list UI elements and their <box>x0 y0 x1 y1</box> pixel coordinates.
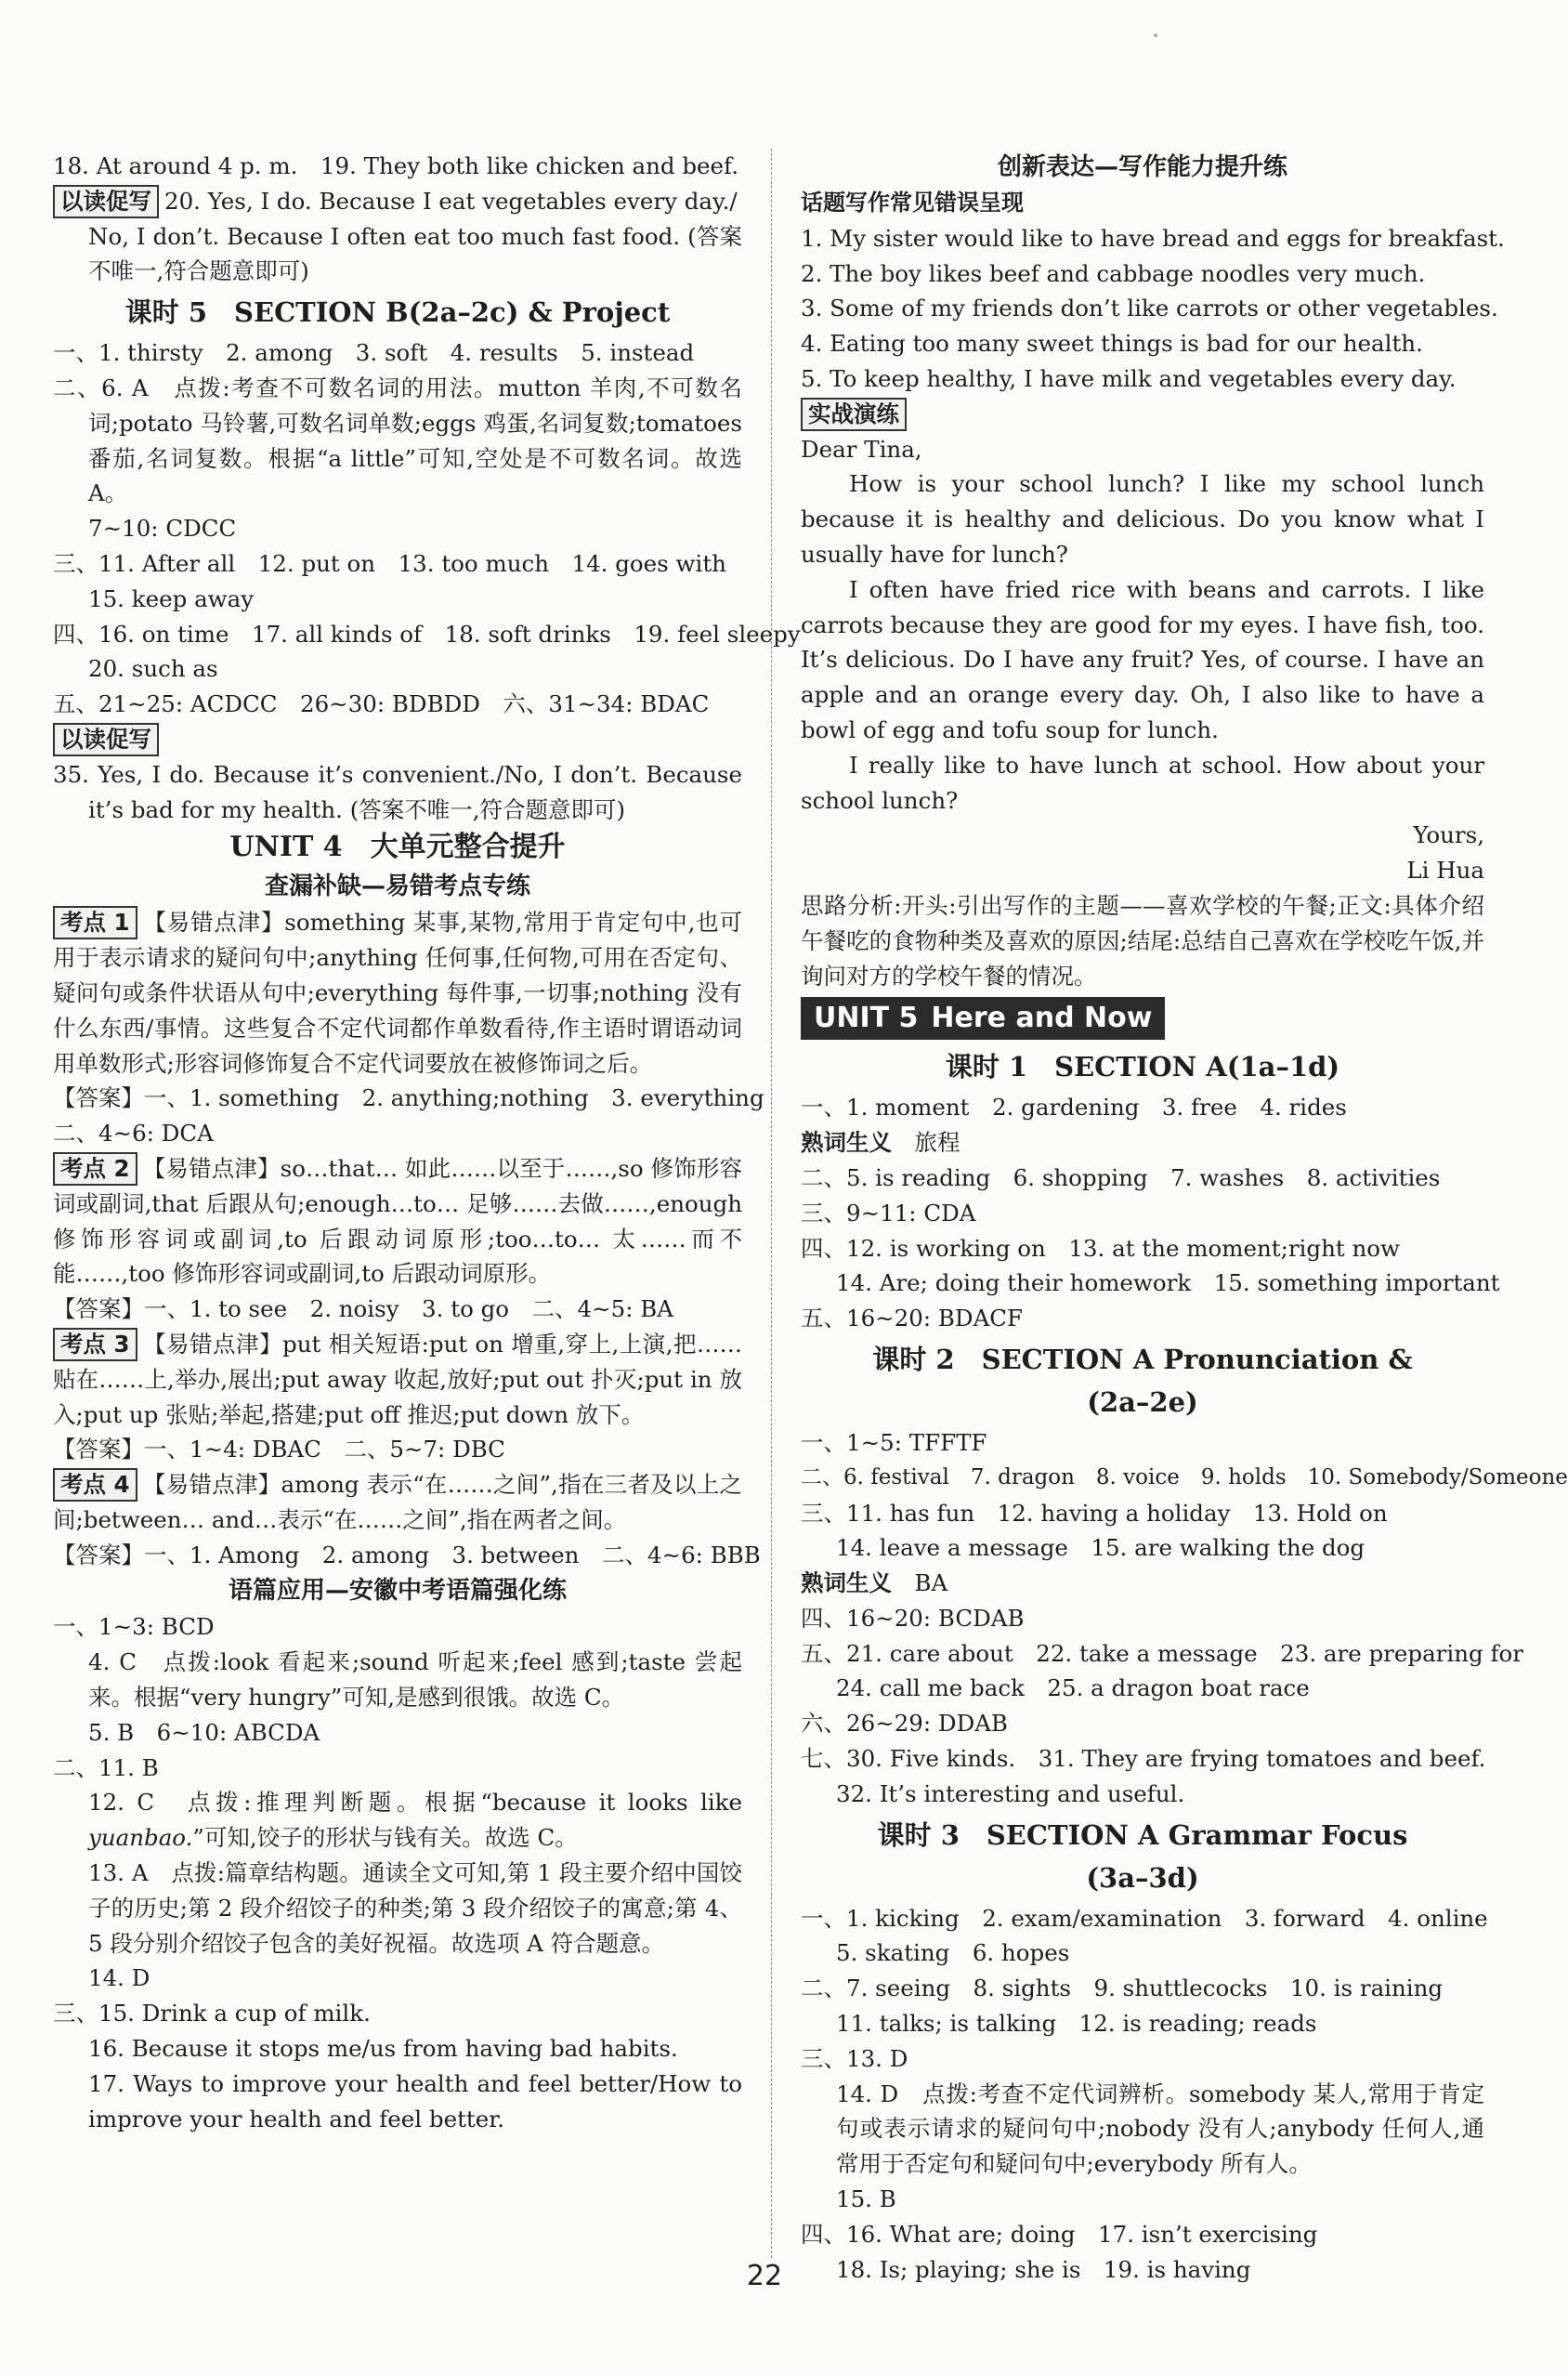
answer-line: 一、1. kicking 2. exam/examination 3. forward 4. online <box>801 1904 1488 1932</box>
answer-line: 14. D <box>88 1964 150 1992</box>
answer-line: 四、16. on time 17. all kinds of 18. soft drinks 19. feel sleepy <box>53 620 801 648</box>
answer-line <box>801 1566 1484 1601</box>
answer-line: 一、1~5: TFFTF <box>801 1428 987 1456</box>
unit-banner <box>801 993 1484 1043</box>
answer-line: 16. Because it stops me/us from having bad habits. <box>88 2035 678 2063</box>
subsection-heading: 话题写作常见错误呈现 <box>801 190 1024 216</box>
answer-line: 14. Are; doing their homework 15. something important <box>836 1269 1500 1297</box>
page-number: 22 <box>746 2260 783 2292</box>
answer-line: 三、11. has fun 12. having a holiday 13. Hold on <box>801 1499 1388 1527</box>
key-point-label: 考点 4 <box>53 1468 137 1502</box>
answer-line: 一、1. thirsty 2. among 3. soft 4. results 5. instead <box>53 339 695 367</box>
section-heading: 语篇应用—安徽中考语篇强化练 <box>228 1577 567 1606</box>
answer-line: 二、6. festival 7. dragon 8. voice 9. holds 10. Somebody/Someone <box>801 1464 1568 1489</box>
key-point-label: 考点 3 <box>53 1328 137 1361</box>
lesson-heading: 课时 3 SECTION A Grammar Focus <box>877 1818 1408 1851</box>
answer-line: 五、16~20: BDACF <box>801 1305 1024 1332</box>
analysis-text: 思路分析:开头:引出写作的主题——喜欢学校的午餐;正文:具体介绍午餐吃的食物种类及喜欢的原因;结尾:总结自己喜欢在学校吃午饭,并询问对方的学校午餐的情况。 <box>801 891 1484 990</box>
answer-line: 17. Ways to improve your health and feel better/How to improve your health and feel better. <box>88 2069 742 2132</box>
answer-text: 12. C 点拨:推理判断题。根据“because it looks like <box>88 1789 742 1817</box>
answer-line: 【答案】一、1. something 2. anything;nothing 3. everything <box>53 1084 764 1112</box>
answer-line: 二、6. A 点拨:考查不可数名词的用法。mutton 羊肉,不可数名词;potato 马铃薯,可数名词单数;eggs 鸡蛋,名词复数;tomatoes 番茄,名词复数。根据“a little”可知,空处是不可数名词。故选 A。 <box>53 374 742 507</box>
right-column <box>801 149 1568 2287</box>
lesson-heading-cont: (3a–3d) <box>1086 1861 1199 1894</box>
scan-speck <box>1154 33 1157 37</box>
answer-line: 二、5. is reading 6. shopping 7. washes 8. activities <box>801 1163 1441 1191</box>
answer-line: 二、11. B <box>53 1753 159 1781</box>
read-to-write-label: 以读促写 <box>53 723 159 756</box>
key-point <box>53 905 742 1081</box>
answer-line: 一、1. moment 2. gardening 3. free 4. rides <box>801 1094 1347 1122</box>
letter-greeting: Dear Tina, <box>801 435 922 463</box>
answer-line: 四、12. is working on 13. at the moment;right now <box>801 1234 1400 1262</box>
answer-line: 七、30. Five kinds. 31. They are frying tomatoes and beef. <box>801 1745 1486 1773</box>
answer-line: 14. leave a message 15. are walking the dog <box>836 1534 1365 1562</box>
lesson-heading: 课时 5 SECTION B(2a–2c) & Project <box>124 296 671 329</box>
unit-banner-subtitle: Here and Now <box>931 1002 1153 1035</box>
note-value: BA <box>914 1569 948 1597</box>
answer-line: 【答案】一、1~4: DBAC 二、5~7: DBC <box>53 1436 505 1463</box>
answer-line: 18. At around 4 p. m. 19. They both like chicken and beef. <box>53 152 739 179</box>
key-point-text: 【易错点津】so…that… 如此……以至于……,so 修饰形容词或副词,that 后跟从句;enough…to… 足够……去做……,enough 修饰形容词或副词,to 后跟动词原形;too…to… 太……而不能……,too 修饰形容词或副词,to 后跟动词原形。 <box>53 1154 742 1288</box>
left-column <box>53 149 801 2136</box>
key-point-text: 【易错点津】put 相关短语:put on 增重,穿上,上演,把……贴在……上,举办,展出;put away 收起,放好;put out 扑灭;put in 放入;put up 张贴;举起,搭建;put off 推迟;put down 放下。 <box>53 1330 742 1428</box>
lesson-heading: 课时 1 SECTION A(1a–1d) <box>945 1051 1340 1083</box>
letter-closing: Yours, <box>1413 821 1484 849</box>
answer-italic: yuanbao. <box>88 1824 193 1852</box>
answer-line: 四、16. What are; doing 17. isn’t exercising <box>801 2220 1318 2248</box>
answer-line: 一、1~3: BCD <box>53 1613 215 1641</box>
key-point <box>53 1327 742 1432</box>
answer-line: 1. My sister would like to have bread and eggs for breakfast. <box>801 224 1505 252</box>
answer-line: 20. such as <box>88 655 218 683</box>
unit-banner-box <box>801 997 1165 1040</box>
section-heading: 创新表达—写作能力提升练 <box>997 153 1287 181</box>
key-point-label: 考点 2 <box>53 1152 137 1186</box>
answer-line: 14. D 点拨:考查不定代词辨析。somebody 某人,常用于肯定句或表示请求的疑问句中;nobody 没有人;anybody 任何人,通常用于否定句和疑问句中;everybody 所有人。 <box>836 2080 1484 2178</box>
key-point-text: 【易错点津】something 某事,某物,常用于肯定句中,也可用于表示请求的疑问句中;anything 任何事,任何物,可用在否定句、疑问句或条件状语从句中;everything 每件事,一切事;nothing 没有什么东西/事情。这些复合不定代词都作单数看待,作主语时谓语动词用单数形式;形容词修饰复合不定代词要放在被修饰词之后。 <box>53 909 742 1077</box>
letter-paragraph: I often have fried rice with beans and carrots. I like carrots because they are good for my eyes. I have fish, too. It’s delicious. Do I have any fruit? Yes, of course. I have an apple and an orange every day. Oh, I also like to have a bowl of egg and tofu soup for lunch. <box>801 575 1484 743</box>
answer-text: ”可知,饺子的形状与钱有关。故选 C。 <box>192 1824 578 1852</box>
answer-line <box>801 1125 1484 1161</box>
note-tag: 熟词生义 <box>801 1569 892 1597</box>
read-to-write-label: 以读促写 <box>53 185 159 218</box>
practice-label: 实战演练 <box>801 398 907 431</box>
answer-line: 五、21. care about 22. take a message 23. are preparing for <box>801 1639 1524 1667</box>
answer-line: 4. Eating too many sweet things is bad for our health. <box>801 330 1423 358</box>
key-point-label: 考点 1 <box>53 906 137 939</box>
answer-line: 三、9~11: CDA <box>801 1199 976 1227</box>
answer-line: 24. call me back 25. a dragon boat race <box>836 1674 1310 1702</box>
section-heading: 查漏补缺—易错考点专练 <box>264 873 530 901</box>
key-point <box>53 1151 742 1292</box>
answer-line: 35. Yes, I do. Because it’s convenient./No, I don’t. Because it’s bad for my health. (答案不唯一,符合题意即可) <box>53 760 742 823</box>
answer-line: 3. Some of my friends don’t like carrots or other vegetables. <box>801 295 1498 322</box>
answer-line: 三、13. D <box>801 2044 908 2072</box>
answer-line: 六、26~29: DDAB <box>801 1710 1008 1738</box>
answer-line <box>53 722 742 757</box>
answer-line <box>53 1785 742 1856</box>
answer-line: 三、15. Drink a cup of milk. <box>53 2000 371 2027</box>
answer-line: 11. talks; is talking 12. is reading; reads <box>836 2010 1317 2038</box>
answer-text: 20. Yes, I do. Because I eat vegetables every day./ <box>164 187 738 215</box>
answer-line: 5. B 6~10: ABCDA <box>88 1718 320 1746</box>
lesson-heading-cont: (2a–2e) <box>1087 1385 1198 1418</box>
answer-line: 【答案】一、1. Among 2. among 3. between 二、4~6: BBB <box>53 1541 761 1568</box>
letter-paragraph: How is your school lunch? I like my school lunch because it is healthy and delicious. Do you know what I usually have for lunch? <box>801 470 1484 568</box>
answer-line: 【答案】一、1. to see 2. noisy 3. to go 二、4~5: BA <box>53 1295 673 1323</box>
answer-line: 7~10: CDCC <box>88 515 237 543</box>
unit-heading: UNIT 4 大单元整合提升 <box>229 831 566 864</box>
answer-line: 三、11. After all 12. put on 13. too much 14. goes with <box>53 549 726 577</box>
answer-line: 2. The boy likes beef and cabbage noodles very much. <box>801 259 1426 287</box>
unit-banner-title: UNIT 5 <box>814 1002 919 1035</box>
letter-paragraph: I really like to have lunch at school. How about your school lunch? <box>801 751 1484 814</box>
answer-line: 15. keep away <box>88 584 255 612</box>
note-value: 旅程 <box>914 1129 960 1157</box>
answer-line: 二、4~6: DCA <box>53 1120 214 1148</box>
answer-line <box>53 184 742 219</box>
answer-line <box>801 397 1484 432</box>
note-tag: 熟词生义 <box>801 1129 892 1157</box>
answer-line: 18. Is; playing; she is 19. is having <box>836 2255 1251 2283</box>
answer-line: 13. A 点拨:篇章结构题。通读全文可知,第 1 段主要介绍中国饺子的历史;第 2 段介绍饺子的种类;第 3 段介绍饺子的寓意;第 4、5 段分别介绍饺子包含的美好祝福。故选项 A 符合题意。 <box>88 1859 742 1957</box>
answer-line: 4. C 点拨:look 看起来;sound 听起来;feel 感到;taste 尝起来。根据“very hungry”可知,是感到很饿。故选 C。 <box>88 1648 742 1712</box>
answer-line: 四、16~20: BCDAB <box>801 1604 1025 1632</box>
column-divider <box>771 149 772 2258</box>
answer-line: 32. It’s interesting and useful. <box>836 1779 1185 1807</box>
answer-line: 5. skating 6. hopes <box>836 1939 1070 1967</box>
key-point <box>53 1467 742 1538</box>
key-point-text: 【易错点津】among 表示“在……之间”,指在三者及以上之间;between… and…表示“在……之间”,指在两者之间。 <box>53 1471 742 1533</box>
answer-line: 15. B <box>836 2185 896 2213</box>
answer-line: 二、7. seeing 8. sights 9. shuttlecocks 10. is raining <box>801 1975 1444 2002</box>
letter-signature: Li Hua <box>1406 857 1484 885</box>
lesson-heading: 课时 2 SECTION A Pronunciation & <box>872 1343 1413 1375</box>
answer-line: 5. To keep healthy, I have milk and vegetables every day. <box>801 364 1457 392</box>
answer-line: 五、21~25: ACDCC 26~30: BDBDD 六、31~34: BDAC <box>53 690 710 718</box>
answer-line: No, I don’t. Because I often eat too much fast food. (答案不唯一,符合题意即可) <box>88 222 742 285</box>
